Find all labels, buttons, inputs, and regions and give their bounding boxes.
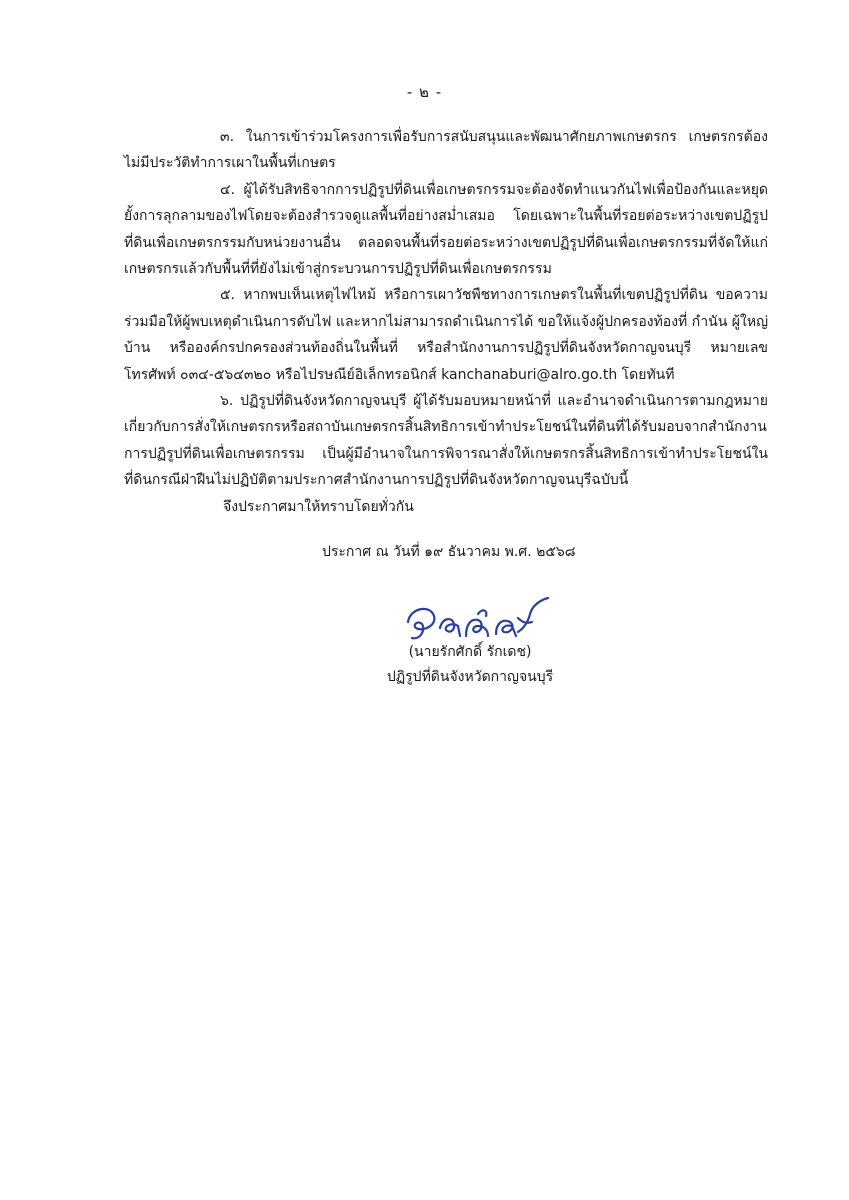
paragraph-6: ๖. ปฏิรูปที่ดินจังหวัดกาญจนบุรี ผู้ได้รับมอบหมายหน้าที่ และอำนาจดำเนินการตามกฎหมายเกี่ยวกับการสั่งให้เกษตรกรหรือสถาบันเกษตรกรสิ้นสิทธิการเข้าทำประโยชน์ในที่ดินที่ได้รับมอบจากสำนักงานการปฏิรูปที่ดินเพื่อเกษตรกรรม เป็นผู้มีอำนาจในการพิจารณาสั่งให้เกษตรกรสิ้นสิทธิการเข้าทำประโยชน์ในที่ดินกรณีฝ่าฝืนไม่ปฏิบัติตามประกาศสำนักงานการปฏิรูปที่ดินจังหวัดกาญจนบุรีฉบับนี้ bbox=[124, 393, 768, 489]
closing-statement: จึงประกาศมาให้ทราบโดยทั่วกัน bbox=[223, 499, 414, 515]
handwritten-signature bbox=[400, 588, 560, 648]
signer-name: (นายรักศักดิ์ รักเดช) bbox=[408, 644, 532, 660]
announcement-date: ประกาศ ณ วันที่ ๑๙ ธันวาคม พ.ศ. ๒๕๖๘ bbox=[322, 544, 576, 560]
announcement-body bbox=[124, 124, 768, 494]
paragraph-4: ๔. ผู้ได้รับสิทธิจากการปฏิรูปที่ดินเพื่อเกษตรกรรมจะต้องจัดทำแนวกันไฟเพื่อป้องกันและหยุดยั้งการลุกลามของไฟโดยจะต้องสำรวจดูแลพื้นที่อย่างสม่ำเสมอ โดยเฉพาะในพื้นที่รอยต่อระหว่างเขตปฏิรูปที่ดินเพื่อเกษตรกรรมกับหน่วยงานอื่น ตลอดจนพื้นที่รอยต่อระหว่างเขตปฏิรูปที่ดินเพื่อเกษตรกรรมที่จัดให้แก่เกษตรกรแล้วกับพื้นที่ที่ยังไม่เข้าสู่กระบวนการปฏิรูปที่ดินเพื่อเกษตรกรรม bbox=[124, 181, 768, 278]
page-number: - ๒ - bbox=[406, 83, 443, 101]
paragraph-3: ๓. ในการเข้าร่วมโครงการเพื่อรับการสนับสนุนและพัฒนาศักยภาพเกษตรกร เกษตรกรต้องไม่มีประวัติทำการเผาในพื้นที่เกษตร bbox=[124, 129, 768, 172]
paragraph-5: ๕. หากพบเห็นเหตุไฟไหม้ หรือการเผาวัชพืชทางการเกษตรในพื้นที่เขตปฏิรูปที่ดิน ขอความร่วมมือให้ผู้พบเหตุดำเนินการดับไฟ และหากไม่สามารถดำเนินการได้ ขอให้แจ้งผู้ปกครองท้องที่ กำนัน ผู้ใหญ่บ้าน หรือองค์กรปกครองส่วนท้องถิ่นในพื้นที่ หรือสำนักงานการปฏิรูปที่ดินจังหวัดกาญจนบุรี หมายเลขโทรศัพท์ ๐๓๔-๕๖๔๓๒๐ หรือไปรษณีย์อิเล็กทรอนิกส์ kanchanaburi@alro.go.th โดยทันที bbox=[124, 287, 768, 383]
signer-title: ปฏิรูปที่ดินจังหวัดกาญจนบุรี bbox=[386, 669, 554, 685]
